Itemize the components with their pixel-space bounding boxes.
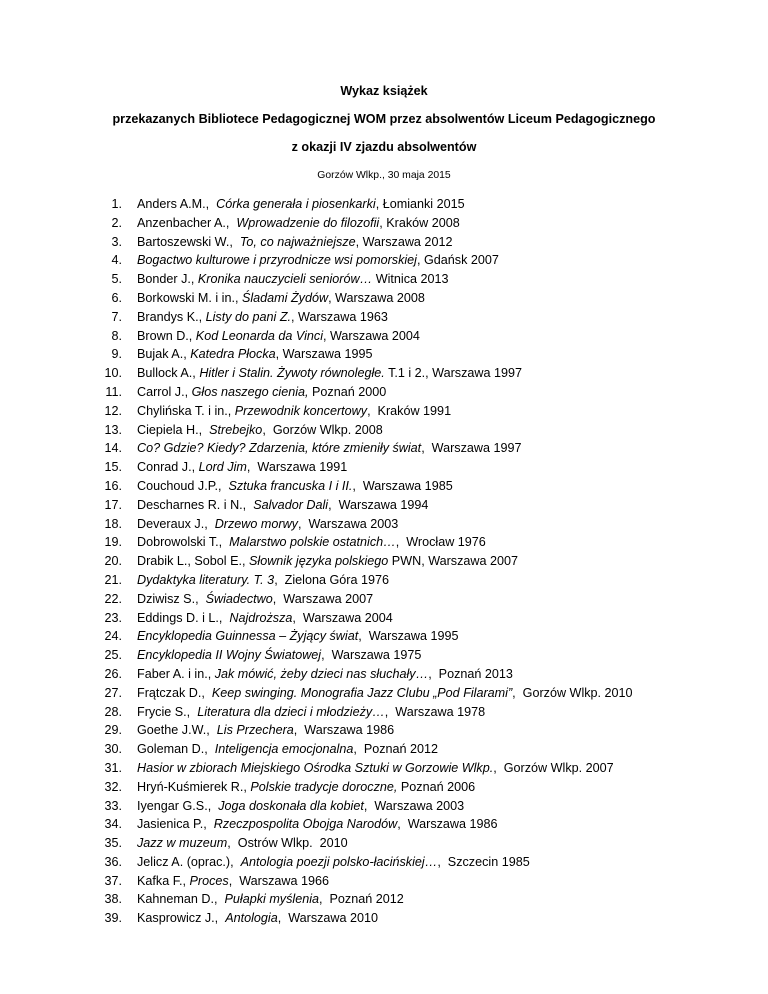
book-info: , Kraków 1991	[367, 403, 452, 418]
list-item-text	[137, 515, 398, 534]
book-title: Kod Leonarda da Vinci	[195, 328, 324, 343]
book-info: , Łomianki 2015	[375, 197, 465, 211]
list-item	[0, 327, 768, 346]
list-item-text	[137, 609, 393, 628]
list-item-number: 17.	[104, 497, 122, 512]
book-title: Lis Przechera	[216, 723, 294, 738]
list-item	[0, 421, 768, 440]
list-item	[0, 458, 768, 477]
list-item	[0, 289, 768, 308]
list-item	[0, 383, 768, 402]
book-info: Conrad J.,	[137, 460, 199, 475]
list-item-number: 6.	[111, 290, 122, 305]
list-item	[0, 571, 768, 590]
list-item-number: 34.	[104, 817, 122, 832]
list-item-number: 29.	[104, 723, 122, 738]
book-info: Bullock A.,	[137, 366, 200, 381]
list-item-text	[137, 195, 465, 214]
book-info: Poznań 2000	[308, 384, 387, 399]
book-title: Salvador Dali	[253, 497, 329, 512]
list-item-text	[137, 872, 329, 891]
list-item-text	[137, 740, 438, 759]
list-item	[0, 364, 768, 383]
book-info: Dziwisz S.,	[137, 591, 206, 606]
list-item-number: 37.	[104, 873, 122, 888]
list-item-number: 35.	[104, 836, 122, 851]
book-info: Poznań 2006	[397, 779, 476, 794]
list-item-number: 16.	[104, 478, 122, 493]
list-item-text	[137, 627, 459, 646]
list-item-number: 21.	[104, 572, 122, 587]
book-info: Frycie S.,	[137, 704, 198, 719]
book-info: Bujak A.,	[137, 347, 191, 362]
book-title: Dydaktyka literatury. T. 3	[137, 572, 275, 587]
book-info: Dobrowolski T.,	[137, 535, 230, 550]
book-info: , Warszawa 1966	[228, 873, 330, 888]
book-info: , Zielona Góra 1976	[274, 572, 390, 587]
book-title: Katedra Płocka	[190, 347, 276, 362]
list-item	[0, 646, 768, 665]
book-info: Faber A. i in.,	[137, 666, 215, 681]
list-item-number: 9.	[111, 347, 122, 362]
book-title: Wprowadzenie do filozofii	[236, 215, 380, 230]
list-item-text	[137, 890, 404, 909]
list-item-text	[137, 759, 614, 778]
book-title: Hitler i Stalin. Żywoty równoległe.	[199, 366, 385, 381]
book-title: Co? Gdzie? Kiedy? Zdarzenia, które zmieniły świat	[137, 441, 422, 456]
book-info: Bonder J.,	[137, 272, 198, 287]
list-item-number: 25.	[104, 648, 122, 663]
book-info: , Warszawa 1986	[293, 723, 395, 738]
book-title: To, co najważniejsze	[239, 234, 356, 249]
book-info: , Gdańsk 2007	[416, 253, 499, 268]
list-item	[0, 759, 768, 778]
document-dateline: Gorzów Wlkp., 30 maja 2015	[317, 170, 451, 181]
list-item	[0, 853, 768, 872]
book-info: , Warszawa 2010	[277, 911, 379, 926]
list-item-text	[137, 778, 475, 797]
book-title: Bogactwo kulturowe i przyrodnicze wsi pomorskiej	[137, 253, 417, 268]
book-info: , Warszawa 1975	[321, 648, 422, 663]
list-item-number: 2.	[111, 215, 122, 230]
list-item	[0, 703, 768, 722]
book-info: Goethe J.W.,	[137, 723, 217, 738]
list-item-number: 14.	[104, 441, 122, 456]
book-info: , Warszawa 1997	[421, 441, 522, 456]
book-info: , Warszawa 1994	[328, 497, 429, 512]
book-info: Couchoud J.P.,	[137, 478, 229, 493]
document-title: Wykaz książek	[340, 84, 428, 98]
list-item-text	[137, 496, 428, 515]
book-title: Kronika nauczycieli seniorów…	[197, 272, 373, 287]
list-item-text	[137, 270, 449, 289]
list-item	[0, 684, 768, 703]
list-item-text	[137, 721, 394, 740]
book-title: Listy do pani Z.	[205, 309, 292, 324]
list-item	[0, 345, 768, 364]
list-item	[0, 308, 768, 327]
list-item-text	[137, 402, 451, 421]
list-item-number: 15.	[104, 460, 122, 475]
book-info: , Warszawa 1963	[291, 309, 388, 324]
book-title: Hasior w zbiorach Miejskiego Ośrodka Sztuki w Gorzowie Wlkp.	[137, 760, 494, 775]
book-info: , Warszawa 2004	[323, 328, 420, 343]
book-info: Borkowski M. i in.,	[137, 290, 242, 305]
book-info: Witnica 2013	[372, 272, 449, 287]
book-title: Słownik języka polskiego	[249, 554, 389, 569]
book-info: Chylińska T. i in.,	[137, 403, 235, 418]
list-item	[0, 496, 768, 515]
list-item-number: 32.	[104, 779, 122, 794]
list-item	[0, 872, 768, 891]
list-item-text	[137, 853, 530, 872]
list-item-number: 13.	[104, 422, 122, 437]
list-item	[0, 609, 768, 628]
book-info: Carrol J.,	[137, 384, 192, 399]
list-item-text	[137, 289, 425, 308]
book-title: Jazz w muzeum	[137, 836, 228, 851]
book-info: , Poznań 2012	[353, 742, 439, 757]
list-item-number: 31.	[104, 760, 122, 775]
book-title: Sztuka francuska I i II.	[228, 478, 353, 493]
list-item-number: 38.	[104, 892, 122, 907]
book-title: Lord Jim	[198, 460, 247, 475]
book-title: Przewodnik koncertowy	[234, 403, 368, 418]
book-info: Deveraux J.,	[137, 516, 215, 531]
book-info: Drabik L., Sobol E.,	[137, 554, 249, 569]
book-info: , Gorzów Wlkp. 2007	[493, 760, 614, 775]
book-info: Kahneman D.,	[137, 892, 225, 907]
list-item-number: 22.	[104, 591, 122, 606]
list-item-number: 27.	[104, 685, 122, 700]
book-info: , Poznań 2012	[319, 892, 404, 907]
book-info: , Ostrów Wlkp. 2010	[227, 836, 348, 851]
book-info: , Warszawa 1995	[275, 347, 373, 362]
list-item-text	[137, 308, 388, 327]
book-info: , Warszawa 2003	[297, 516, 399, 531]
book-title: Rzeczpospolita Obojga Narodów	[213, 817, 398, 832]
book-info: Jasienica P.,	[137, 817, 214, 832]
book-info: Anders A.M.,	[137, 197, 217, 211]
book-info: Hryń-Kuśmierek R.,	[137, 779, 251, 794]
list-item-text	[137, 815, 498, 834]
book-info: , Kraków 2008	[379, 215, 460, 230]
list-item-number: 7.	[111, 309, 122, 324]
list-item	[0, 665, 768, 684]
list-item-text	[137, 571, 389, 590]
book-info: Frątczak D.,	[137, 685, 212, 700]
list-item-number: 18.	[104, 516, 122, 531]
book-title: Córka generała i piosenkarki	[216, 197, 376, 211]
book-title: Literatura dla dzieci i młodzieży…	[197, 704, 385, 719]
list-item-text	[137, 909, 378, 928]
list-item	[0, 834, 768, 853]
book-info: Kafka F.,	[137, 873, 190, 888]
list-item	[0, 515, 768, 534]
book-info: , Warszawa 2007	[272, 591, 374, 606]
book-title: Malarstwo polskie ostatnich…	[229, 535, 396, 550]
list-item-number: 23.	[104, 610, 122, 625]
list-item	[0, 552, 768, 571]
book-title: Śladami Żydów	[241, 290, 329, 305]
book-info: Brown D.,	[137, 328, 196, 343]
book-title: Antologia poezji polsko-łacińskiej…	[240, 854, 438, 869]
list-item	[0, 909, 768, 928]
book-info: Jelicz A. (oprac.),	[137, 854, 241, 869]
book-title: Antologia	[225, 911, 278, 926]
list-item-text	[137, 251, 499, 270]
list-item-text	[137, 703, 485, 722]
list-item	[0, 195, 768, 214]
list-item-text	[137, 383, 386, 402]
list-item	[0, 402, 768, 421]
book-title: Jak mówić, żeby dzieci nas słuchały…	[214, 666, 429, 681]
list-item	[0, 533, 768, 552]
list-item	[0, 590, 768, 609]
book-info: Descharnes R. i N.,	[137, 497, 254, 512]
list-item-text	[137, 646, 421, 665]
list-item-text	[137, 327, 420, 346]
list-item-number: 5.	[111, 272, 122, 287]
book-info: Ciepiela H.,	[137, 422, 210, 437]
book-title: Strebejko	[209, 422, 263, 437]
book-title: Encyklopedia II Wojny Światowej	[137, 648, 322, 663]
book-info: , Wrocław 1976	[395, 535, 486, 550]
list-item-text	[137, 477, 453, 496]
list-item	[0, 797, 768, 816]
list-item-number: 33.	[104, 798, 122, 813]
list-item-number: 28.	[104, 704, 122, 719]
list-item-text	[137, 552, 518, 571]
book-title: Proces	[189, 873, 229, 888]
book-info: , Warszawa 2012	[355, 234, 453, 249]
list-item-text	[137, 233, 452, 252]
list-item-number: 10.	[104, 366, 122, 381]
list-item-number: 8.	[111, 328, 122, 343]
list-item-number: 24.	[104, 629, 122, 644]
list-item-number: 12.	[104, 403, 122, 418]
book-title: Polskie tradycje doroczne,	[250, 779, 398, 794]
book-info: Bartoszewski W.,	[137, 234, 240, 249]
list-item	[0, 477, 768, 496]
book-info: Brandys K.,	[137, 309, 206, 324]
list-item	[0, 251, 768, 270]
list-item	[0, 778, 768, 797]
list-item-number: 30.	[104, 742, 122, 757]
list-item-text	[137, 421, 383, 440]
list-item-text	[137, 439, 522, 458]
book-info: , Gorzów Wlkp. 2008	[262, 422, 383, 437]
list-item-text	[137, 665, 513, 684]
book-title: Joga doskonała dla kobiet	[218, 798, 364, 813]
book-title: Świadectwo	[205, 591, 273, 606]
book-list	[0, 195, 768, 928]
book-info: , Warszawa 1978	[384, 704, 486, 719]
list-item-number: 4.	[111, 253, 122, 268]
list-item	[0, 721, 768, 740]
book-info: , Warszawa 2004	[292, 610, 393, 625]
list-item	[0, 233, 768, 252]
list-item-number: 1.	[111, 197, 122, 211]
book-info: , Szczecin 1985	[437, 854, 530, 869]
book-info: , Warszawa 1991	[246, 460, 348, 475]
book-info: , Gorzów Wlkp. 2010	[512, 685, 633, 700]
book-title: Encyklopedia Guinnessa – Żyjący świat	[137, 629, 359, 644]
book-title: Najdroższa	[229, 610, 293, 625]
book-info: , Warszawa 2003	[363, 798, 465, 813]
list-item	[0, 270, 768, 289]
list-item-text	[137, 590, 373, 609]
list-item-text	[137, 533, 486, 552]
book-info: , Poznań 2013	[428, 666, 513, 681]
list-item-text	[137, 214, 460, 233]
list-item-text	[137, 684, 633, 703]
list-item-text	[137, 345, 372, 364]
list-item	[0, 439, 768, 458]
book-title: Inteligencja emocjonalna	[214, 742, 354, 757]
list-item	[0, 214, 768, 233]
book-info: PWN, Warszawa 2007	[388, 554, 519, 569]
list-item-number: 11.	[105, 384, 122, 399]
list-item-number: 39.	[104, 911, 122, 926]
list-item	[0, 890, 768, 909]
list-item-number: 36.	[104, 854, 122, 869]
book-info: , Warszawa 1985	[352, 478, 453, 493]
book-info: , Warszawa 2008	[328, 290, 425, 305]
book-title: Pułapki myślenia	[224, 892, 320, 907]
book-info: T.1 i 2., Warszawa 1997	[384, 366, 522, 381]
list-item-number: 20.	[104, 554, 122, 569]
book-title: Głos naszego cienia,	[191, 384, 309, 399]
book-title: Drzewo morwy	[214, 516, 298, 531]
book-info: , Warszawa 1995	[358, 629, 459, 644]
document-occasion: z okazji IV zjazdu absolwentów	[291, 140, 477, 154]
list-item-number: 26.	[104, 666, 122, 681]
list-item-text	[137, 364, 522, 383]
list-item-text	[137, 797, 464, 816]
book-info: Kasprowicz J.,	[137, 911, 226, 926]
list-item	[0, 815, 768, 834]
list-item-number: 3.	[111, 234, 122, 249]
list-item-number: 19.	[104, 535, 122, 550]
book-info: Eddings D. i L.,	[137, 610, 230, 625]
document-subtitle: przekazanych Bibliotece Pedagogicznej WOM przez absolwentów Liceum Pedagogicznego	[112, 112, 656, 126]
book-info: Goleman D.,	[137, 742, 215, 757]
list-item	[0, 740, 768, 759]
book-info: Anzenbacher A.,	[137, 215, 237, 230]
list-item-text	[137, 458, 347, 477]
list-item	[0, 627, 768, 646]
book-title: Keep swinging. Monografia Jazz Clubu „Pod Filarami”	[211, 685, 513, 700]
book-info: , Warszawa 1986	[397, 817, 498, 832]
list-item-text	[137, 834, 348, 853]
book-info: Iyengar G.S.,	[137, 798, 219, 813]
